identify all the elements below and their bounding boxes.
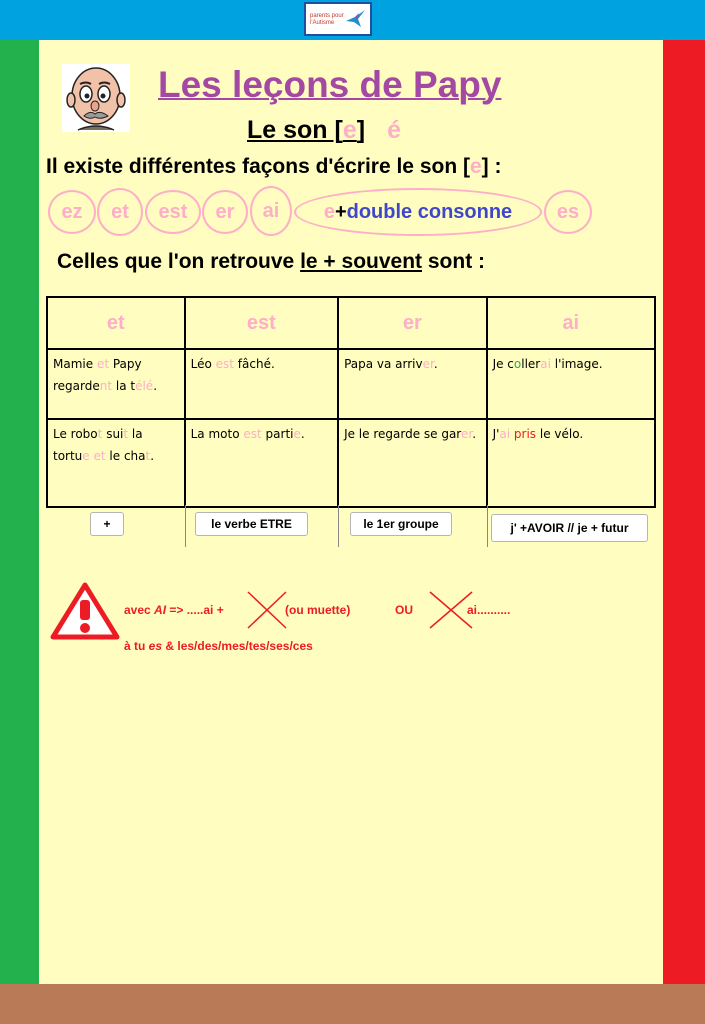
cell-highlight: er xyxy=(460,427,473,441)
column-divider xyxy=(185,505,186,547)
papy-avatar xyxy=(62,64,130,132)
cell-text: . xyxy=(433,357,438,371)
table-header-est: est xyxy=(185,297,338,349)
cell-text: la tortu xyxy=(53,427,143,463)
warning-muette: (ou muette) xyxy=(285,603,351,617)
warning-ai: AI xyxy=(154,603,167,617)
spelling-table xyxy=(46,296,656,508)
cell-highlight: ai xyxy=(499,427,511,441)
cell-highlight: pris xyxy=(513,427,537,441)
column-divider xyxy=(338,505,339,547)
subtitle-suffix: ] xyxy=(356,116,366,144)
spelling-ai: ai xyxy=(262,199,280,222)
cell-text: Papa va arriv xyxy=(344,357,423,371)
cell-text: . xyxy=(472,427,477,441)
cell-text: ller xyxy=(521,357,541,371)
rule-button-avoir-futur[interactable]: j' +AVOIR // je + futur xyxy=(491,514,648,542)
spelling-bubble-ai xyxy=(250,186,292,236)
cell-highlight: e xyxy=(293,427,301,441)
cell-highlight: et xyxy=(96,357,110,371)
subtitle xyxy=(247,116,401,145)
table-cell-r1-er xyxy=(338,349,487,419)
table-cell-r1-et xyxy=(47,349,185,419)
warning-es: es xyxy=(148,639,163,653)
warning-text: avec xyxy=(124,603,155,617)
cell-text: fâché. xyxy=(233,357,275,371)
warning-text: à tu xyxy=(124,639,149,653)
table-cell-r2-est xyxy=(185,419,338,507)
spelling-est: est xyxy=(158,200,188,223)
cell-highlight: est xyxy=(243,427,262,441)
cell-highlight: er xyxy=(422,357,434,371)
warning-text: & les/des/mes/tes/ses/ces xyxy=(162,639,313,653)
cell-text: Je le regarde se gar xyxy=(344,427,461,441)
spelling-bubble-es xyxy=(544,190,592,234)
table-cell-r1-ai xyxy=(487,349,655,419)
cell-highlight: e xyxy=(82,449,90,463)
cell-highlight: o xyxy=(513,357,522,371)
cell-highlight: t xyxy=(123,427,129,441)
column-divider xyxy=(487,505,488,547)
table-header-ai: ai xyxy=(487,297,655,349)
cell-text: . xyxy=(153,379,158,393)
section-heading xyxy=(57,250,485,274)
logo-text-2: l'Autisme xyxy=(310,20,335,26)
intro-sentence xyxy=(46,155,502,179)
spelling-bubble-double-consonne xyxy=(294,188,542,236)
spelling-bubble-er xyxy=(202,190,248,234)
cell-highlight: t xyxy=(145,449,151,463)
spelling-bubble-et xyxy=(97,188,143,236)
cell-highlight: t xyxy=(97,427,103,441)
table-header-et: et xyxy=(47,297,185,349)
spelling-es: es xyxy=(556,200,580,223)
cell-text: le cha xyxy=(105,449,146,463)
intro-after: ] : xyxy=(481,155,502,178)
page-title: Les leçons de Papy xyxy=(158,64,502,105)
table-cell-r1-est xyxy=(185,349,338,419)
spelling-double-consonne: double consonne xyxy=(346,200,513,223)
spelling-bubble-ez xyxy=(48,190,96,234)
cell-text: Mamie xyxy=(53,357,97,371)
subtitle-sound: e xyxy=(342,116,357,144)
cell-highlight: ai xyxy=(540,357,551,371)
cell-text: le vélo. xyxy=(536,427,584,441)
right-red-stripe xyxy=(663,40,705,984)
cell-highlight: élé xyxy=(135,379,154,393)
intro-before: Il existe différentes façons d'écrire le son [ xyxy=(46,155,470,178)
spelling-bubble-est xyxy=(145,190,201,234)
bottom-brown-bar xyxy=(0,984,705,1024)
cell-text: l'image. xyxy=(550,357,603,371)
spelling-er: er xyxy=(215,200,235,223)
spelling-e: e xyxy=(323,200,335,223)
rule-button-plus[interactable]: + xyxy=(90,512,124,536)
table-cell-r2-ai xyxy=(487,419,655,507)
cell-text: J' xyxy=(492,427,500,441)
warning-line1-start xyxy=(124,603,224,617)
subtitle-accent: é xyxy=(387,116,401,144)
hummingbird-icon xyxy=(343,7,367,31)
cell-highlight: est xyxy=(215,357,234,371)
warning-text: => .....ai + xyxy=(166,603,224,617)
section-underlined: le + souvent xyxy=(300,250,423,273)
logo xyxy=(304,2,372,36)
cell-text: Le robo xyxy=(53,427,98,441)
spelling-plus: + xyxy=(334,200,347,223)
left-green-stripe xyxy=(0,40,39,984)
warning-ai-dots: ai.......... xyxy=(467,603,511,617)
cell-text: Je c xyxy=(492,357,514,371)
cross-icon xyxy=(246,590,288,630)
cell-text: sui xyxy=(102,427,124,441)
cell-text: . xyxy=(150,449,155,463)
cell-highlight: nt xyxy=(99,379,113,393)
rule-button-1er-groupe[interactable]: le 1er groupe xyxy=(350,512,452,536)
table-cell-r2-er xyxy=(338,419,487,507)
warning-ou: OU xyxy=(395,603,413,617)
cell-text: parti xyxy=(261,427,294,441)
cell-text: La moto xyxy=(190,427,244,441)
rule-button-verbe-etre[interactable]: le verbe ETRE xyxy=(195,512,308,536)
subtitle-prefix: Le son [ xyxy=(247,116,343,144)
cell-text: Léo xyxy=(190,357,216,371)
intro-sound: e xyxy=(469,155,482,178)
warning-line2 xyxy=(124,639,313,653)
cell-text: la t xyxy=(112,379,136,393)
cell-text: . xyxy=(300,427,305,441)
spelling-ez: ez xyxy=(61,200,83,223)
cell-highlight: et xyxy=(93,449,106,463)
logo-text-1: parents pour xyxy=(310,13,344,19)
spelling-et: et xyxy=(111,200,129,223)
table-cell-r2-et xyxy=(47,419,185,507)
table-header-er: er xyxy=(338,297,487,349)
cell-text: Papy regarde xyxy=(53,357,142,393)
section-before: Celles que l'on retrouve xyxy=(57,250,301,273)
warning-icon xyxy=(50,582,120,640)
section-after: sont : xyxy=(422,250,486,273)
